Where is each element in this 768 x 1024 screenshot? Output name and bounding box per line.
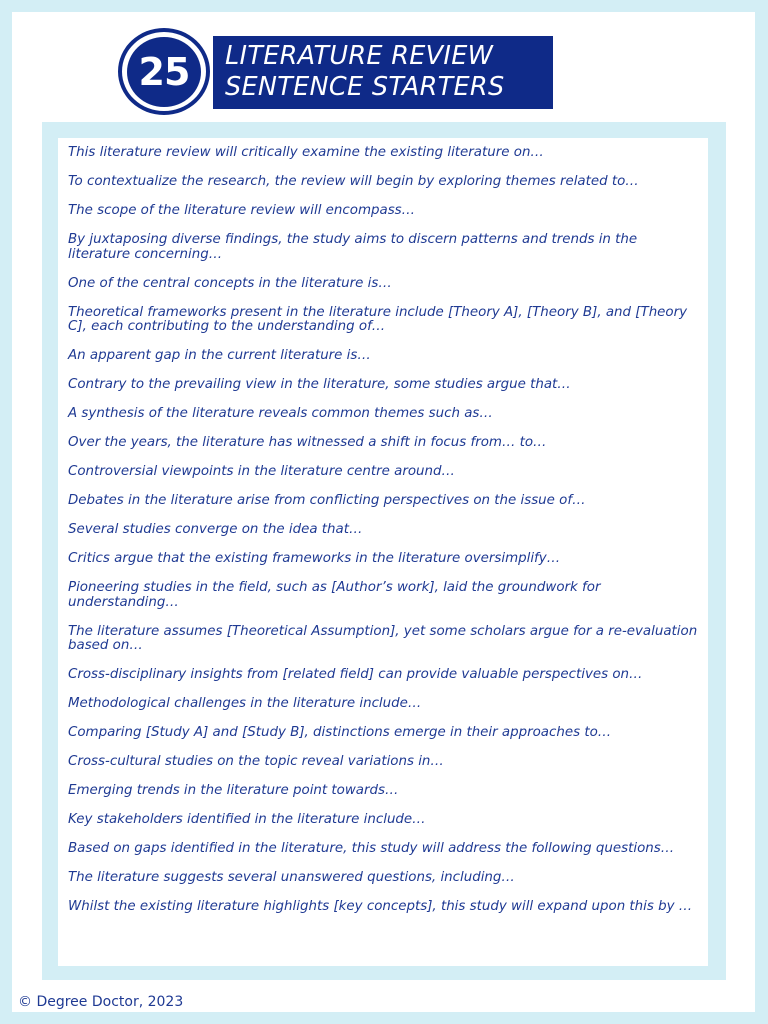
list-item: To contextualize the research, the review will begin by exploring themes related to…: [68, 174, 639, 189]
number-badge: [118, 28, 210, 115]
list-item: Emerging trends in the literature point towards…: [68, 783, 399, 798]
list-item: Cross-cultural studies on the topic reveal variations in…: [68, 754, 444, 769]
copyright-footer: © Degree Doctor, 2023: [18, 994, 184, 1010]
list-item: The literature assumes [Theoretical Assumption], yet some scholars argue for a re-evaluation based on…: [68, 623, 698, 653]
list-item: Several studies converge on the idea that…: [68, 522, 363, 537]
list-item: This literature review will critically examine the existing literature on…: [68, 145, 544, 160]
list-item: By juxtaposing diverse findings, the study aims to discern patterns and trends in the literature concerning…: [68, 232, 638, 262]
list-item: Methodological challenges in the literature include…: [68, 696, 422, 711]
page-title: [213, 36, 553, 109]
list-item: Comparing [Study A] and [Study B], distinctions emerge in their approaches to…: [68, 725, 612, 740]
starter-list: [68, 146, 698, 929]
title-line-2: SENTENCE STARTERS: [225, 72, 505, 102]
list-item: Key stakeholders identified in the literature include…: [68, 812, 426, 827]
list-item: The literature suggests several unanswered questions, including…: [68, 870, 515, 885]
list-item: A synthesis of the literature reveals common themes such as…: [68, 406, 493, 421]
list-item: Based on gaps identified in the literature, this study will address the following questions…: [68, 841, 675, 856]
list-item: Critics argue that the existing frameworks in the literature oversimplify…: [68, 551, 561, 566]
list-item: Cross-disciplinary insights from [related field] can provide valuable perspectives on…: [68, 667, 643, 682]
list-item: One of the central concepts in the literature is…: [68, 275, 392, 291]
list-item: Over the years, the literature has witnessed a shift in focus from… to…: [68, 435, 547, 450]
list-item: The scope of the literature review will encompass…: [68, 203, 416, 218]
title-line-1: LITERATURE REVIEW: [225, 41, 494, 71]
list-item: Contrary to the prevailing view in the literature, some studies argue that…: [68, 377, 571, 392]
badge-number: 25: [127, 37, 201, 107]
list-item: Theoretical frameworks present in the literature include [Theory A], [Theory B], and [Theory C], each contributing to the understanding of…: [68, 304, 688, 334]
list-item: Pioneering studies in the field, such as [Author’s work], laid the groundwork for understanding…: [68, 580, 601, 610]
list-item: An apparent gap in the current literature is…: [68, 348, 371, 363]
list-item: Debates in the literature arise from conflicting perspectives on the issue of…: [68, 493, 586, 508]
list-item: Whilst the existing literature highlights [key concepts], this study will expand upon this by …: [68, 899, 693, 914]
list-item: Controversial viewpoints in the literature centre around…: [68, 464, 455, 479]
